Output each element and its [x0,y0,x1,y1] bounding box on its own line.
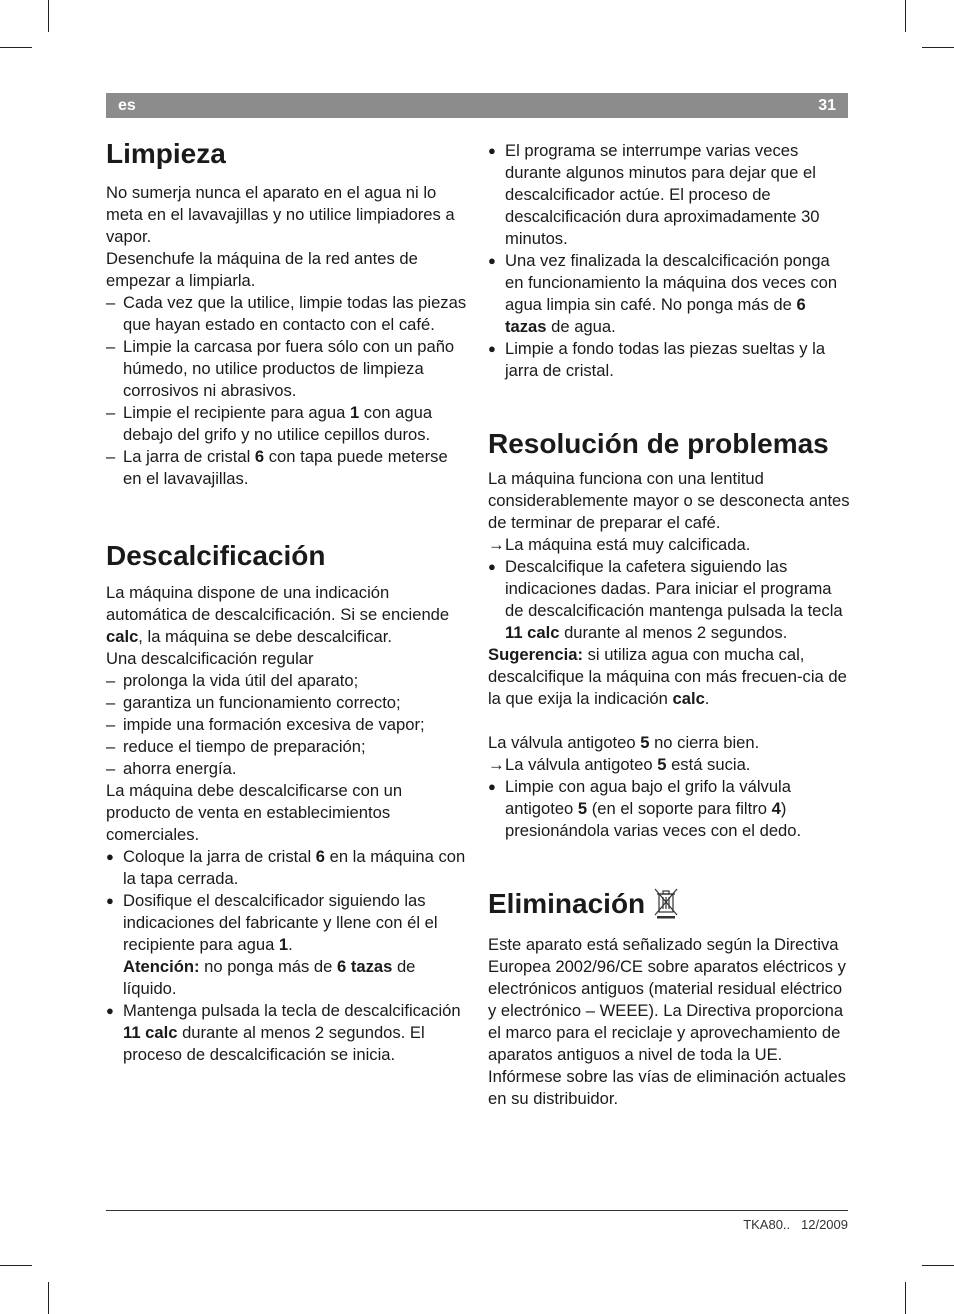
section-title-problemas: Resolución de problemas [488,428,829,459]
list-item [488,140,850,250]
list-item-text: Limpie la carcasa por fuera sólo con un paño húmedo, no utilice productos de limpieza corrosivos ni abrasivos. [123,337,455,400]
attention-label: Atención: [123,957,200,976]
crop-mark [922,47,954,48]
list-item-text: garantiza un funcionamiento correcto; [123,693,401,712]
paragraph-text: no cierra bien. [649,733,760,752]
list-item [106,336,468,402]
cups-limit: 6 tazas [336,957,393,976]
dash-marker: – [106,759,116,778]
list-item [106,846,468,890]
calc-keyword: calc [106,627,139,646]
dash-marker: – [106,715,116,734]
crossed-bin-icon [653,887,679,932]
list-item-text: ahorra energía. [123,759,237,778]
list-item [106,758,468,780]
crop-mark [48,0,49,32]
cause-text: La máquina está muy calcificada. [505,535,751,554]
dash-marker: – [106,293,116,312]
tip-paragraph [488,644,850,710]
list-item [488,338,850,382]
list-item [106,670,468,692]
calc-key: 11 calc [505,623,560,642]
list-item-text: El programa se interrumpe varias veces durante algunos minutos para dejar que el descalcificador actúe. El proceso de descalcificación dura aproximadamente 30 minutos. [505,141,820,248]
list-item [488,250,850,338]
list-item-text: Una vez finalizada la descalcificación ponga en funcionamiento la máquina dos veces con agua limpia sin café. No ponga más de [505,251,838,314]
dash-marker: – [106,337,116,356]
section-title-text: Eliminación [488,888,646,919]
list-item-text: . [288,935,293,954]
list-item-text: (en el soporte para filtro [587,799,772,818]
part-number: 1 [349,403,360,422]
dash-marker: – [106,737,116,756]
list-item-text: de agua. [546,317,616,336]
list-item-text: reduce el tiempo de preparación; [123,737,366,756]
footer [743,1217,848,1232]
cause-text: La válvula antigoteo [505,755,658,774]
model-number: TKA80.. [743,1217,791,1232]
bullet-marker: ● [488,341,496,356]
dash-marker: – [106,447,116,466]
list-item-text: Limpie el recipiente para agua [123,403,350,422]
part-number: 5 [577,799,588,818]
paragraph [488,732,850,754]
list-item [106,292,468,336]
list-item-text: ) presionándola varias veces con el dedo. [505,799,802,840]
cups-limit: 6 tazas [505,295,806,336]
part-number: 4 [771,799,781,818]
cause-text: está sucia. [666,755,751,774]
list-item-text: en la máquina con la tapa cerrada. [123,847,466,888]
calc-keyword: calc [672,689,705,708]
paragraph-text: si utiliza agua con mucha cal, descalcifique la máquina con más frecuen-cia de la que exija la indicación [488,645,847,708]
crop-mark [905,1282,906,1314]
cause-item [488,534,850,556]
part-number: 5 [640,733,650,752]
footer-divider [106,1210,848,1211]
list-item-text: Cada vez que la utilice, limpie todas las piezas que hayan estado en contacto con el café. [123,293,467,334]
list-item-text: Coloque la jarra de cristal [123,847,316,866]
list-item-text: con agua debajo del grifo y no utilice cepillos duros. [123,403,433,444]
bullet-marker: ● [106,893,114,908]
list-item [106,692,468,714]
crop-mark [922,1265,954,1266]
list-item-text: durante al menos 2 segundos. El proceso de descalcificación se inicia. [123,1023,425,1064]
paragraph-text: . [704,689,710,708]
paragraph-text: , la máquina se debe descalcificar. [138,627,392,646]
paragraph-text: La válvula antigoteo [488,733,641,752]
page-header-bar [106,93,848,118]
list-item [106,402,468,446]
crop-mark [48,1282,49,1314]
paragraph-text: La máquina dispone de una indicación automática de descalcificación. Si se enciende [106,583,450,624]
dash-marker: – [106,403,116,422]
edition-date: 12/2009 [801,1217,848,1232]
list-item-text: no ponga más de [199,957,337,976]
part-number: 6 [254,447,265,466]
arrow-icon: → [488,755,505,774]
language-code: es [118,97,136,114]
part-number: 1 [278,935,289,954]
list-item [106,714,468,736]
list-item-text: Limpie con agua bajo el grifo la válvula antigoteo [505,777,791,818]
list-item-text: impide una formación excesiva de vapor; [123,715,425,734]
list-item [106,890,468,1000]
left-column [106,132,468,1066]
right-column [488,140,850,1110]
calc-key: 11 calc [123,1023,178,1042]
dash-marker: – [106,693,116,712]
bullet-marker: ● [106,1003,114,1018]
part-number: 6 [315,847,325,866]
paragraph [106,582,468,648]
bullet-marker: ● [106,849,114,864]
bullet-marker: ● [488,559,496,574]
bullet-marker: ● [488,143,496,158]
part-number: 5 [657,755,667,774]
section-title-descalcificacion: Descalcificación [106,540,326,571]
page-number: 31 [818,97,836,114]
list-item [106,446,468,490]
bullet-marker: ● [488,253,496,268]
list-item-text: Limpie a fondo todas las piezas sueltas y la jarra de cristal. [505,339,826,380]
list-item-text: de líquido. [123,957,416,998]
list-item [106,1000,468,1066]
cause-item [488,754,850,776]
section-title-limpieza: Limpieza [106,138,226,169]
dash-marker: – [106,671,116,690]
list-item-text: La jarra de cristal [123,447,255,466]
list-item-text: con tapa puede meterse en el lavavajillas. [123,447,448,488]
list-item-text: prolonga la vida útil del aparato; [123,671,359,690]
paragraph: Desenchufe la máquina de la red antes de empezar a limpiarla. [106,249,418,290]
crop-mark [0,47,32,48]
crop-mark [905,0,906,32]
list-item [106,736,468,758]
paragraph: No sumerja nunca el aparato en el agua ni lo meta en el lavavajillas y no utilice limpiadores a vapor. [106,183,455,246]
paragraph: Este aparato está señalizado según la Directiva Europea 2002/96/CE sobre aparatos eléctricos y electrónicos antiguos (material residual eléctrico y electrónico – WEEE). La Directiva proporciona el marco para el reciclaje y aprovechamiento de aparatos antiguos a nivel de toda la UE. Infórmese sobre las vías de eliminación actuales en su distribuidor. [488,935,846,1108]
list-item-text: Descalcifique la cafetera siguiendo las indicaciones dadas. Para iniciar el programa de descalcificación mantenga pulsada la tecla [505,557,843,620]
list-item-text: Mantenga pulsada la tecla de descalcificación [123,1001,461,1020]
paragraph: Una descalcificación regular [106,649,314,668]
section-title-eliminacion [488,882,850,932]
bullet-marker: ● [488,779,496,794]
list-item [488,556,850,644]
list-item-text: Dosifique el descalcificador siguiendo las indicaciones del fabricante y llene con él el recipiente para agua [123,891,438,954]
arrow-icon: → [488,535,505,554]
crop-mark [0,1265,32,1266]
list-item [488,776,850,842]
paragraph: La máquina debe descalcificarse con un producto de venta en establecimientos comerciales. [106,781,403,844]
tip-label: Sugerencia: [488,645,583,664]
paragraph: La máquina funciona con una lentitud considerablemente mayor o se desconecta antes de terminar de preparar el café. [488,469,850,532]
list-item-text: durante al menos 2 segundos. [559,623,788,642]
